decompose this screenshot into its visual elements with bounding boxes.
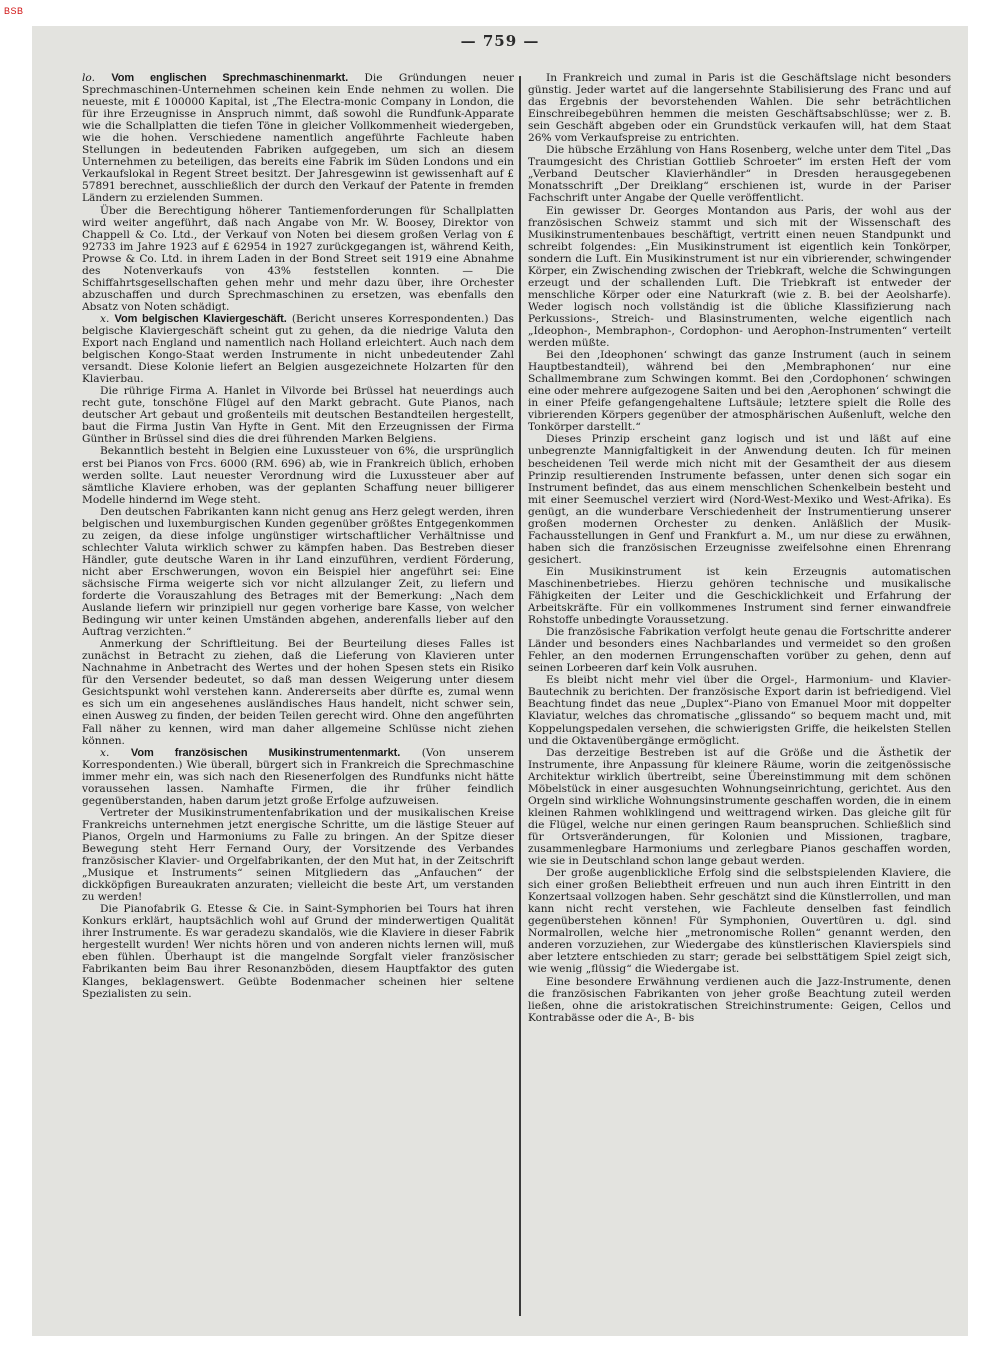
article-paragraph: Über die Berechtigung höherer Tantiemenforderungen für Schallplatten wird weiter angeführt, daß nach Angabe von Mr. W. Boosey, Direktor von Chappell & Co. Ltd., der Verkauf von Noten bei diesem großen Verlag von £ 92733 im Jahre 1923 auf £ 62954 in 1927 zurückgegangen ist, während Keith, Prowse & Co. Ltd. in ihrem Laden in der Bond Street seit 1919 eine Abnahme des Notenverkaufs von 43% feststellen konnten. — Die Schiffahrtsgesellschaften gehen mehr und mehr dazu über, ihre Orchester abzuschaffen und durch Sprechmaschinen zu ersetzen, was ebenfalls den Absatz von Noten schädigt.	[82, 204, 514, 313]
section-label: x.	[100, 746, 110, 759]
section-heading: Vom französischen Musikinstrumentenmarkt.	[130, 746, 401, 759]
article-paragraph: Das derzeitige Bestreben ist auf die Größe und die Ästhetik der Instrumente, ihre Anpassung für kleinere Räume, worin die zeitgenössische Architektur wirklich übertreibt, seine Übereinstimmung mit dem schönen Möbelstück in einer ausgesuchten Wohnungseinrichtung, gerichtet. Aus den Orgeln sind wirkliche Wohnungsinstrumente geschaffen worden, die in einem kleinen Rahmen wohlklingend und weittragend wirken. Das gleiche gilt für die Flügel, welche nur einen geringen Raum beanspruchen. Schließlich sind für Ortsveränderungen, für Kolonien und Missionen, tragbare, zusammenlegbare Harmoniums und zerlegbare Pianos geschaffen worden, wie sie in Deutschland schon lange gebaut werden.	[528, 746, 951, 868]
section-label: lo.	[82, 72, 95, 84]
paragraph-text: (Von unserem Korrespondenten.) Wie überall, bürgert sich in Frankreich die Sprechmaschine immer mehr ein, was sich nach den Riesenerfolgen des Rundfunks nicht hätte voraussehen lassen. Namhafte Firmen, die ihr früher feindlich gegenüberstanden, haben darum jetzt große Erfolge aufzuweisen.	[82, 746, 514, 807]
article-paragraph	[82, 313, 514, 385]
article-paragraph: Die hübsche Erzählung von Hans Rosenberg, welche unter dem Titel „Das Traumgesicht des Christian Gottlieb Schroeter“ im ersten Heft der vom „Verband Deutscher Klavierhändler“ in Dresden herausgegebenen Monatsschrift „Der Dreiklang“ erschienen ist, wurde in der Pariser Fachschrift unter Angabe der Quelle veröffentlicht.	[528, 144, 951, 205]
article-paragraph: Es bleibt nicht mehr viel über die Orgel-, Harmonium- und Klavier-Bautechnik zu berichten. Der französische Export darin ist befriedigend. Viel Beachtung findet das neue „Duplex“-Piano von Emanuel Moor mit doppelter Klaviatur, welches das chromatische „glissando“ so bequem macht und, mit Koppelungspedalen versehen, die schwierigsten Griffe, die heikelsten Stellen und die Oktavenübergänge ermöglicht.	[528, 674, 951, 747]
column-divider	[519, 76, 521, 1316]
article-paragraph: Den deutschen Fabrikanten kann nicht genug ans Herz gelegt werden, ihren belgischen und luxemburgischen Kunden gegenüber größtes Entgegenkommen zu zeigen, da diese infolge ungünstiger wirtschaftlicher Verhältnisse und schlechter Valuta wirklich schwer zu kämpfen haben. Das Bestreben dieser Händler, gute deutsche Waren in ihr Land einzuführen, verdient Förderung, nicht aber Erschwerungen, wovon ein Beispiel hier angeführt sei: Eine sächsische Firma weigerte sich vor nicht allzulanger Zeit, zu liefern und forderte die Vorauszahlung des Betrages mit der Bemerkung: „Nach dem Auslande liefern wir prinzipiell nur gegen vorherige bare Kasse, von welcher Bedingung wir unter keinen Umständen abgehen, anderenfalls lieber auf den Auftrag verzichten.“	[82, 505, 514, 639]
library-stamp: BSB	[4, 6, 24, 16]
article-paragraph: In Frankreich und zumal in Paris ist die Geschäftslage nicht besonders günstig. Jeder wartet auf die langersehnte Stabilisierung des Franc und auf das Ergebnis der bevorstehenden Wahlen. Die sehr beträchtlichen Einschreibegebühren hemmen die meisten Geschäftsabschlüsse; wer z. B. sein Geschäft abgeben oder ein Grundstück verkaufen will, hat dem Staat 26% vom Verkaufspreise zu entrichten.	[528, 72, 951, 145]
section-heading: Vom belgischen Klaviergeschäft.	[114, 312, 287, 325]
article-paragraph: Anmerkung der Schriftleitung. Bei der Beurteilung dieses Falles ist zunächst in Betracht zu ziehen, daß die Lieferung von Klavieren unter Nachnahme in Anbetracht des Wertes und der hohen Spesen stets ein Risiko für den Versender bedeutet, so daß man dessen Weigerung unter diesem Gesichtspunkt wohl verstehen kann. Andererseits aber dürfte es, zumal wenn es sich um ein angesehenes ausländisches Haus handelt, nicht schwer sein, einen Ausweg zu finden, der beiden Teilen gerecht wird. Ohne den angeführten Fall näher zu kennen, wird man daher allgemeine Schlüsse nicht ziehen können.	[82, 638, 514, 747]
article-paragraph: Eine besondere Erwähnung verdienen auch die Jazz-Instrumente, denen die französischen Fabrikanten von jeher große Beachtung zuteil werden ließen, ohne die aristokratischen Streichinstrumente: Geigen, Cellos und Kontrabässe oder die A-, B- bis	[528, 975, 951, 1024]
article-paragraph: Ein gewisser Dr. Georges Montandon aus Paris, der wohl aus der französischen Schweiz stammt und sich mit der Wissenschaft des Musikinstrumentenbaues beschäftigt, vertritt einen neuen Standpunkt und schreibt folgendes: „Ein Musikinstrument ist eigentlich kein Tonkörper, sondern die Luft. Ein Musikinstrument ist nur ein vibrierender, schwingender Körper, ein Zwischending zwischen der Triebkraft, welche die Schwingungen erzeugt und der schallenden Luft. Die Triebkraft ist entweder der menschliche Körper oder eine Naturkraft (wie z. B. bei der Aeolsharfe). Weder logisch noch vollständig ist die übliche Klassifizierung nach Perkussions-, Streich- und Blasinstrumenten, welche eigentlich nach „Ideophon-, Membraphon-, Cordophon- und Aerophon-Instrumenten“ verteilt werden müßte.	[528, 204, 951, 350]
paragraph-text: Die Gründungen neuer Sprechmaschinen-Unternehmen scheinen kein Ende nehmen zu wollen. Die neueste, mit £ 100000 Kapital, ist „The Electra-monic Company in London, die für ihre Erzeugnisse in Anspruch nimmt, daß sowohl die Rundfunk-Apparate wie die Schallplatten die tiefen Töne in gleicher Vollkommenheit wiedergeben, wie die hohen. Verschiedene namentlich angeführte Fachleute haben Stellungen in bedeutenden Fabriken aufgegeben, um sich an diesem Unternehmen zu beteiligen, das bereits eine Fabrik im Süden Londons und ein Verkaufslokal in Regent Street besitzt. Der Jahresgewinn ist gewissenhaft auf £ 57891 berechnet, ausschließlich der durch den Verkauf der Patente in fremden Ländern zu erzielenden Summen.	[82, 72, 514, 205]
article-paragraph: Vertreter der Musikinstrumentenfabrikation und der musikalischen Kreise Frankreichs unternehmen jetzt energische Schritte, um die lästige Steuer auf Pianos, Orgeln und Harmoniums zu Falle zu bringen. An der Spitze dieser Bewegung steht Herr Fernand Oury, der Vorsitzende des Verbandes französischer Klavier- und Orgelfabrikanten, der den Mut hat, in der Zeitschrift „Musique et Instruments“ seinen Mitgliedern das „Anfauchen“ der dickköpfigen Bureaukraten anzuraten; vielleicht die beste Art, um verstanden zu werden!	[82, 806, 514, 904]
article-paragraph	[82, 747, 514, 807]
article-paragraph: Dieses Prinzip erscheint ganz logisch und ist und läßt auf eine unbegrenzte Mannigfaltigkeit in der Anwendung deuten. Ich für meinen bescheidenen Teil werde mich nicht mit der Gesamtheit der aus diesem Prinzip resultierenden Instrumente befassen, unter denen sich sogar ein Instrument befindet, das aus einem menschlichen Schenkelbein besteht und mit einer Seemuschel verziert wird (Nord-West-Mexiko und West-Afrika). Es genügt, an die wunderbare Verschiedenheit der Instrumentierung unserer großen modernen Orchester zu denken. Anläßlich der Musik-Fachausstellungen in Genf und Frankfurt a. M., um nur diese zu erwähnen, haben sich die französischen Erzeugnisse zweifelsohne einen Ehrenrang gesichert.	[528, 433, 951, 566]
article-paragraph: Die rührige Firma A. Hanlet in Vilvorde bei Brüssel hat neuerdings auch recht gute, tonschöne Flügel auf den Markt gebracht. Gute Pianos, nach deutscher Art gebaut und großenteils mit deutschen Bestandteilen hergestellt, baut die Firma Justin Van Hyfte in Gent. Mit den Erzeugnissen der Firma Günther in Brüssel sind dies die drei führenden Marken Belgiens.	[82, 385, 514, 446]
article-paragraph: Ein Musikinstrument ist kein Erzeugnis automatischen Maschinenbetriebes. Hierzu gehören technische und musikalische Fähigkeiten der Leiter und die Geschicklichkeit und Erfahrung der Arbeitskräfte. Für ein vollkommenes Instrument sind ferner einwandfreie Rohstoffe unbedingte Voraussetzung.	[528, 565, 951, 627]
scanned-page	[32, 26, 968, 1336]
right-column	[528, 72, 951, 1318]
article-paragraph: Die französische Fabrikation verfolgt heute genau die Fortschritte anderer Länder und besonders eines Nachbarlandes und vermeidet so den großen Fehler, an den modernen Errungenschaften vorüber zu gehen, denn auf seinen Lorbeeren darf kein Volk ausruhen.	[528, 626, 951, 675]
page-number: — 759 —	[460, 32, 540, 50]
left-column	[82, 72, 514, 1318]
article-paragraph	[82, 72, 514, 205]
section-heading: Vom englischen Sprechmaschinenmarkt.	[111, 72, 349, 84]
article-paragraph: Bekanntlich besteht in Belgien eine Luxussteuer von 6%, die ursprünglich erst bei Pianos von Frcs. 6000 (RM. 696) ab, wie in Frankreich üblich, erhoben werden sollte. Laut neuester Verordnung wird die Luxussteuer aber auf sämtliche Klaviere erhoben, was der geplanten Schaffung neuer billigerer Modelle hindernd im Wege steht.	[82, 445, 514, 506]
article-paragraph: Die Pianofabrik G. Etesse & Cie. in Saint-Symphorien bei Tours hat ihren Konkurs erklärt, hauptsächlich wohl auf Grund der minderwertigen Qualität ihrer Instrumente. Es war geradezu skandalös, wie die Klaviere in dieser Fabrik hergestellt wurden! Wer nichts hören und von anderen nichts lernen will, muß eben fühlen. Überhaupt ist die mangelnde Sorgfalt vieler französischer Fabrikanten beim Bau ihrer Resonanzböden, diesem Hauptfaktor des guten Klanges, beklagenswert. Geübte Bodenmacher scheinen hier seltene Spezialisten zu sein.	[82, 903, 514, 1000]
section-label: x.	[100, 312, 110, 325]
article-paragraph: Bei den ‚Ideophonen‘ schwingt das ganze Instrument (auch in seinem Hauptbestandteil), während bei den ‚Membraphonen‘ nur eine Schallmembrane zum Schwingen kommt. Bei den ‚Cordophonen‘ schwingen eine oder mehrere aufgezogene Saiten und bei den ‚Aerophonen‘ schwingt die in einer Pfeife gefangengehaltene Luftsäule; letztere spielt die Rolle des vibrierenden Körpers gegenüber der atmosphärischen Außenluft, welche den Tonkörper darstellt.“	[528, 349, 951, 434]
article-paragraph: Der große augenblickliche Erfolg sind die selbstspielenden Klaviere, die sich einer großen Beliebtheit erfreuen und nun auch ihren Eintritt in den Konzertsaal vollzogen haben. Sehr geschätzt sind die Künstlerrollen, und man kann nicht recht verstehen, wie Fachleute denselben fast feindlich gegenüberstehen können! Für Symphonien, Ouvertüren u. dgl. sind Normalrollen, welche hier „metronomische Rollen“ genannt werden, den anderen vorzuziehen, zur Wiedergabe des künstlerischen Klavierspiels sind aber letztere entschieden zu starr; gerade bei selbsttätigem Spiel zeigt sich, wie wenig „flüssig“ die Wiedergabe ist.	[528, 867, 951, 976]
paragraph-text: (Bericht unseres Korrespondenten.) Das belgische Klaviergeschäft scheint gut zu gehen, da die niedrige Valuta den Export nach England und namentlich nach Holland erleichtert. Auch nach dem belgischen Kongo-Staat werden Instrumente in nicht unbedeutender Zahl versandt. Diese Kolonie liefert an Belgien ausgezeichnete Holzarten für den Klavierbau.	[82, 312, 514, 386]
